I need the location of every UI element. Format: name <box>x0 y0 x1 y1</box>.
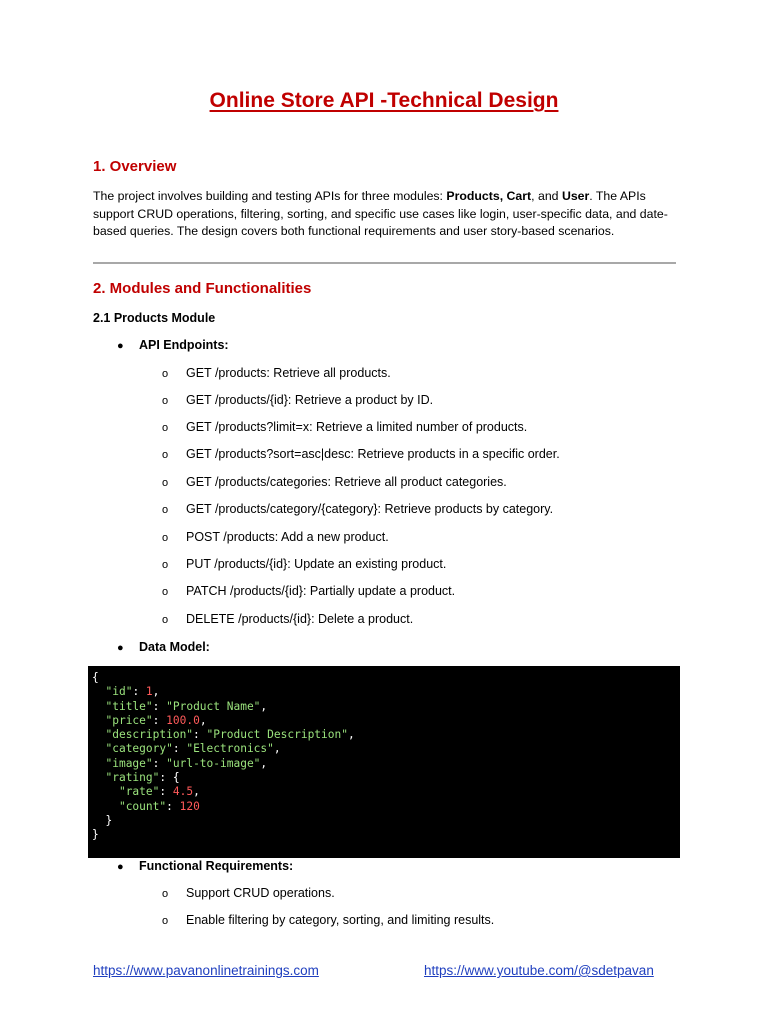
user-bold: User <box>561 189 590 203</box>
code-key: "category" <box>105 742 173 756</box>
endpoint-item <box>162 502 553 516</box>
footer-website-link[interactable]: https://www.pavanonlinetrainings.com <box>93 963 319 978</box>
endpoint-text: GET /products: Retrieve all products. <box>186 366 391 380</box>
data-model-label: Data Model: <box>139 640 210 654</box>
bullet-dot-icon: ● <box>117 642 124 654</box>
endpoint-item <box>162 557 446 571</box>
modules-heading: 2. Modules and Functionalities <box>93 280 312 297</box>
requirement-text: Support CRUD operations. <box>186 886 335 900</box>
products-module-heading: 2.1 Products Module <box>93 311 216 325</box>
code-string: "Electronics" <box>186 742 274 756</box>
code-key: "rating" <box>105 771 160 785</box>
requirement-item <box>162 886 335 900</box>
endpoint-text: GET /products/category/{category}: Retrieve products by category. <box>186 502 554 516</box>
circle-bullet-icon: o <box>162 586 169 598</box>
endpoint-item <box>162 366 391 380</box>
code-brace: } <box>105 813 113 827</box>
endpoint-item <box>162 530 389 544</box>
endpoint-text: PUT /products/{id}: Update an existing product. <box>186 557 447 571</box>
endpoint-text: GET /products/categories: Retrieve all product categories. <box>186 475 507 489</box>
code-key: "description" <box>105 728 194 742</box>
circle-bullet-icon: o <box>162 559 169 571</box>
bullet-dot-icon: ● <box>117 861 124 873</box>
code-string: "url-to-image" <box>166 756 261 770</box>
circle-bullet-icon: o <box>162 449 169 461</box>
endpoint-item <box>162 393 433 407</box>
code-string: "Product Description" <box>206 728 348 742</box>
endpoint-text: GET /products/{id}: Retrieve a product by ID. <box>186 393 434 407</box>
requirement-text: Enable filtering by category, sorting, and limiting results. <box>186 913 495 927</box>
endpoint-text: PATCH /products/{id}: Partially update a product. <box>186 584 456 598</box>
code-key: "id" <box>105 685 133 699</box>
endpoint-item <box>162 420 527 434</box>
code-key: "price" <box>105 713 153 727</box>
endpoint-item <box>162 612 413 626</box>
section-divider <box>93 262 676 264</box>
code-number: 4.5 <box>172 785 194 799</box>
overview-heading: 1. Overview <box>93 158 177 175</box>
overview-paragraph <box>93 188 683 241</box>
endpoint-item <box>162 447 560 461</box>
products-bold: Products <box>446 189 500 203</box>
code-block: { "id": 1, "title": "Product Name", "price": 100.0, "description": "Product Description", "category": "Electronics", "image": "url-to-image", "rating": { "rate": 4.5, "count": 120 } } <box>88 666 680 858</box>
code-number: 120 <box>179 799 200 813</box>
code-string: "Product Name" <box>166 699 261 713</box>
code-number: 100.0 <box>166 713 200 727</box>
code-key: "title" <box>105 699 153 713</box>
circle-bullet-icon: o <box>162 477 169 489</box>
endpoint-text: GET /products?limit=x: Retrieve a limited number of products. <box>186 420 528 434</box>
circle-bullet-icon: o <box>162 395 169 407</box>
endpoint-item <box>162 584 455 598</box>
endpoint-item <box>162 475 507 489</box>
endpoint-text: GET /products?sort=asc|desc: Retrieve products in a specific order. <box>186 447 560 461</box>
para-text: , and <box>531 189 562 203</box>
code-key: "count" <box>118 799 167 813</box>
functional-requirements-label: Functional Requirements: <box>139 859 294 873</box>
endpoint-text: DELETE /products/{id}: Delete a product. <box>186 612 414 626</box>
circle-bullet-icon: o <box>162 422 169 434</box>
api-endpoints-bullet <box>117 338 229 352</box>
para-text: The project involves building and testing APIs for three modules: <box>93 189 447 203</box>
circle-bullet-icon: o <box>162 614 169 626</box>
circle-bullet-icon: o <box>162 504 169 516</box>
footer-youtube-link[interactable]: https://www.youtube.com/@sdetpavan <box>424 963 654 978</box>
circle-bullet-icon: o <box>162 532 169 544</box>
circle-bullet-icon: o <box>162 368 169 380</box>
cart-bold: Cart <box>506 189 532 203</box>
api-endpoints-label: API Endpoints: <box>139 338 229 352</box>
functional-requirements-bullet <box>117 859 293 873</box>
code-brace: } <box>92 828 99 842</box>
code-number: 1 <box>145 685 153 699</box>
endpoint-text: POST /products: Add a new product. <box>186 530 389 544</box>
bullet-dot-icon: ● <box>117 340 124 352</box>
para-text: . The APIs support CRUD operations, filtering, sorting, and specific use cases like login, user-specific data, and date-based queries. The design covers both functional requirements and user story-based scenarios. <box>93 189 668 238</box>
code-key: "rate" <box>118 785 160 799</box>
document-title: Online Store API -Technical Design <box>209 89 559 112</box>
requirement-item <box>162 913 494 927</box>
data-model-bullet <box>117 640 210 654</box>
code-key: "image" <box>105 756 153 770</box>
circle-bullet-icon: o <box>162 888 169 900</box>
sep-bold: , <box>499 189 507 203</box>
circle-bullet-icon: o <box>162 915 169 927</box>
code-brace: { <box>92 671 99 684</box>
